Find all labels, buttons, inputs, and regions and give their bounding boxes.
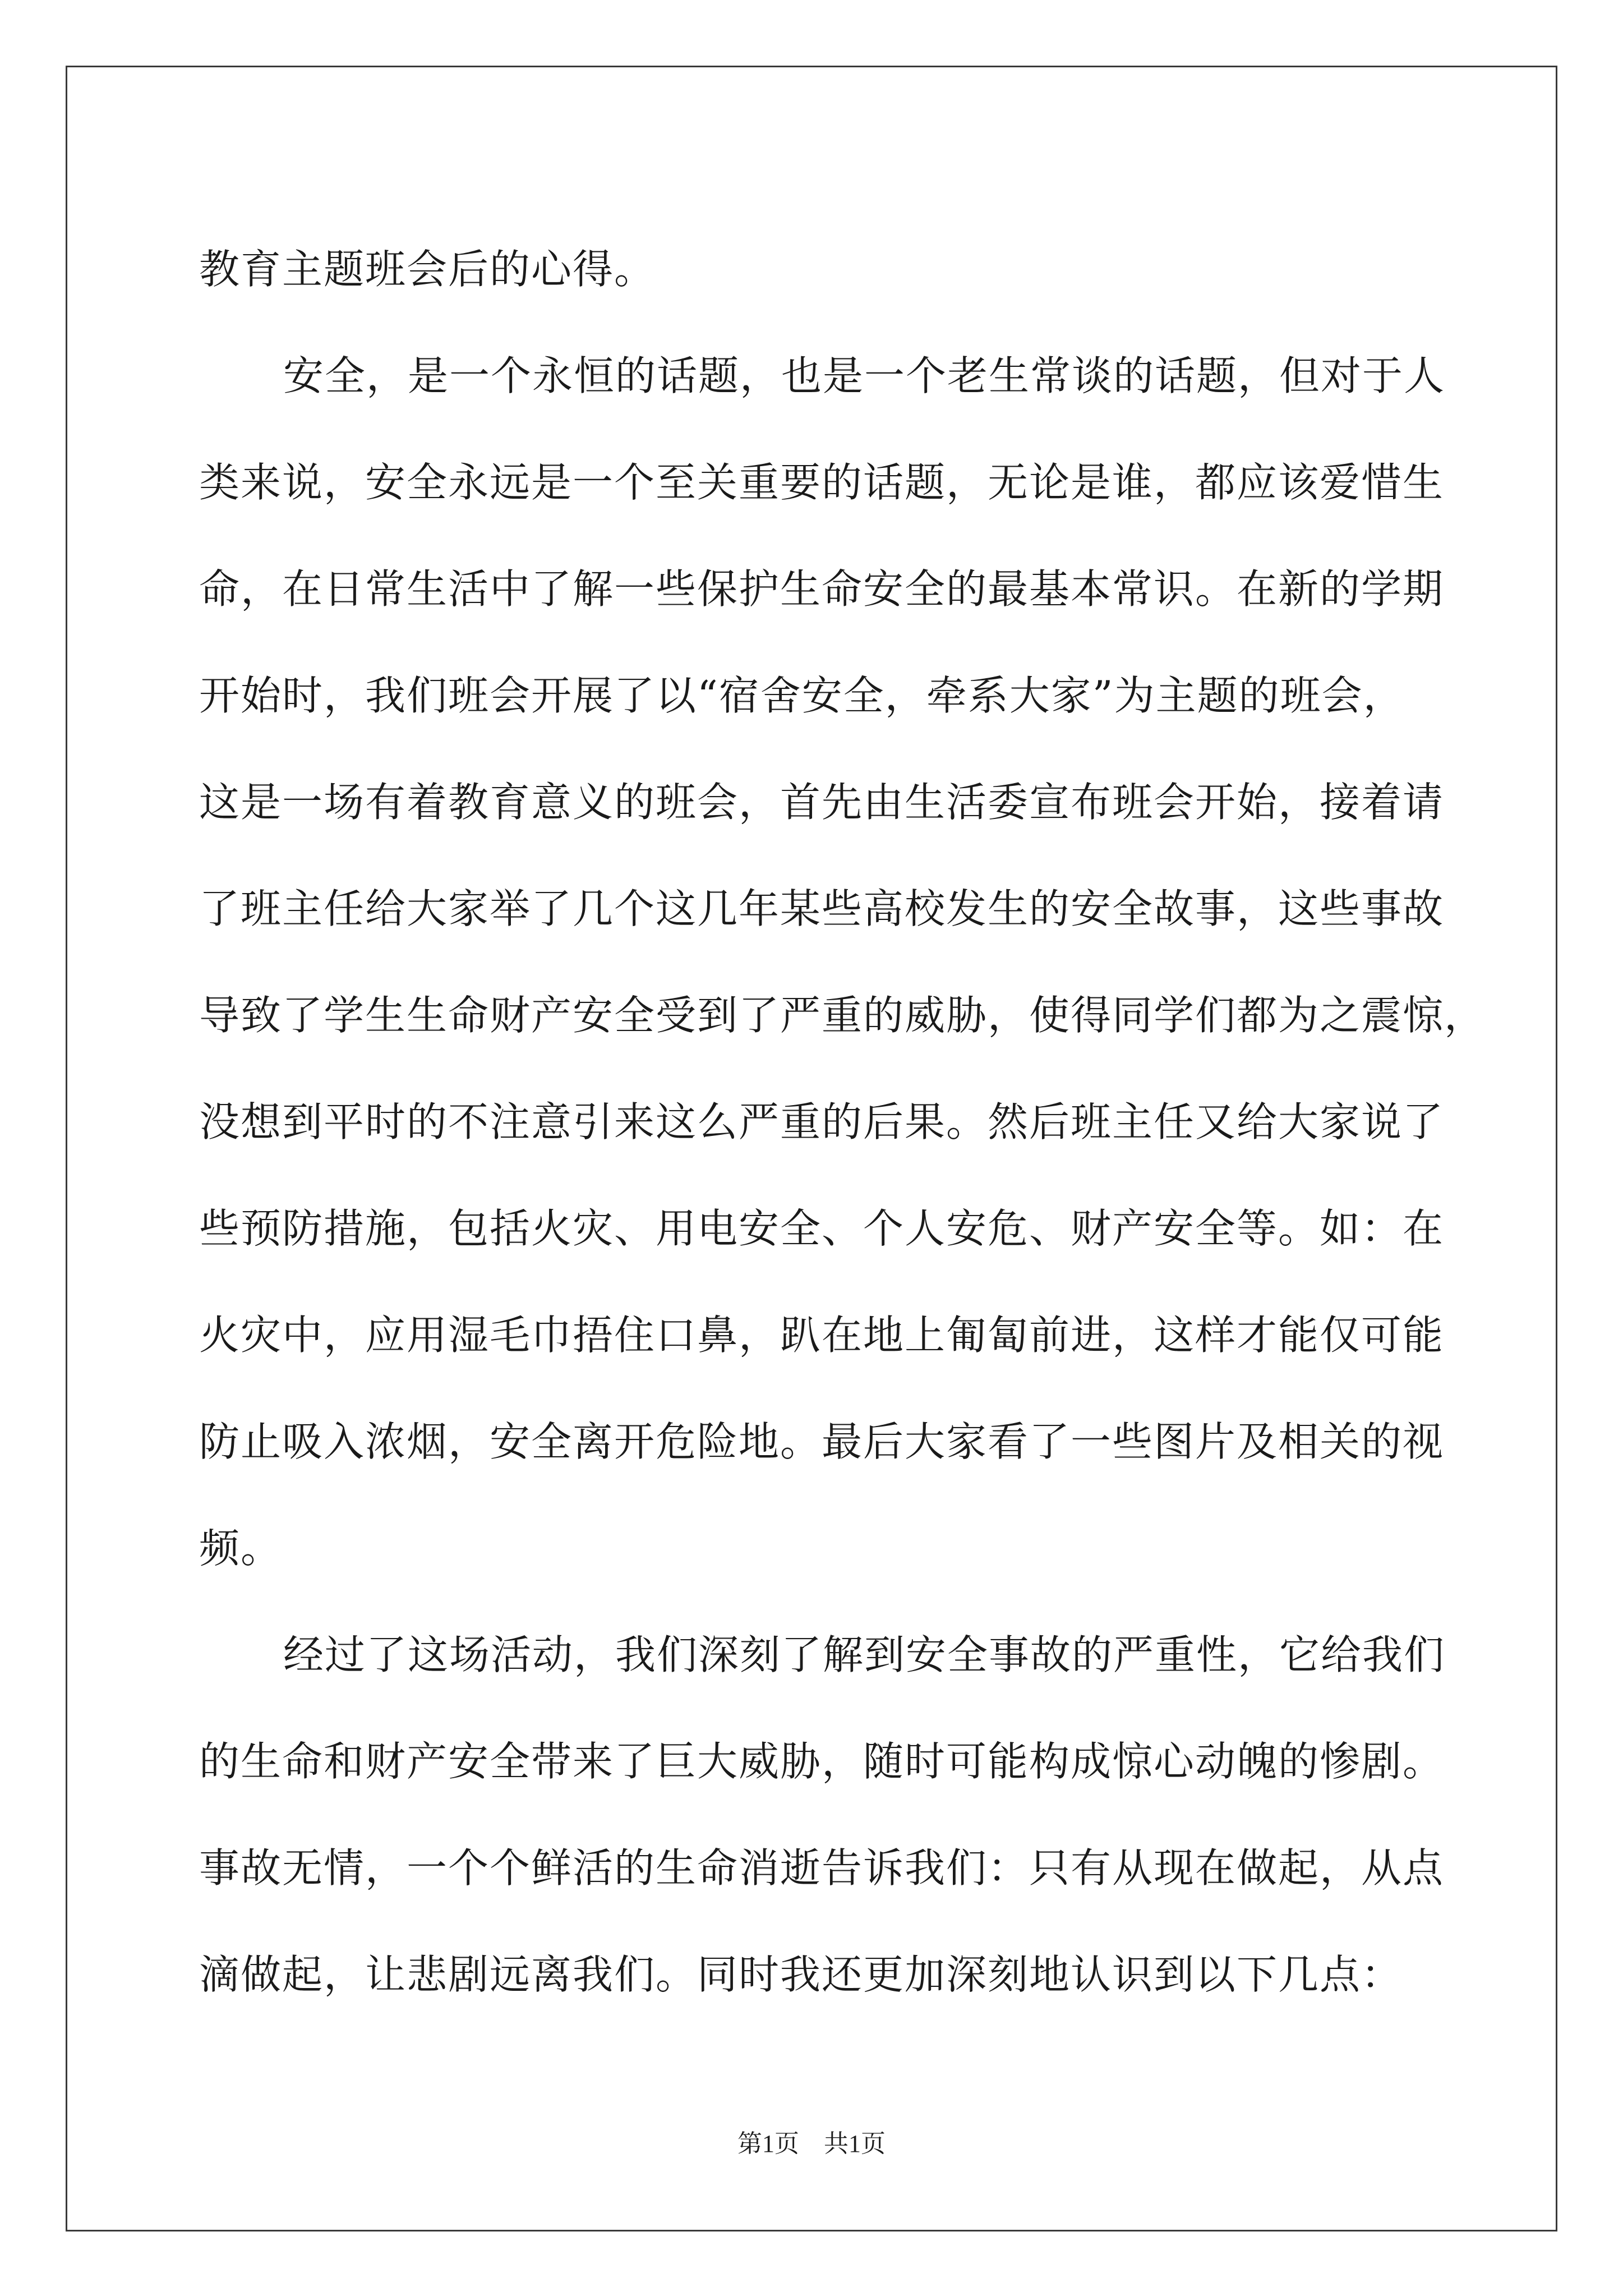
text-line: 安全，是一个永恒的话题，也是一个老生常谈的话题，但对于人 — [283, 352, 1446, 399]
text-line: 些预防措施，包括火灾、用电安全、个人安危、财产安全等。如：在 — [199, 1205, 1445, 1252]
text-line: 防止吸入浓烟，安全离开危险地。最后大家看了一些图片及相关的视 — [199, 1418, 1445, 1465]
text-line: 开始时，我们班会开展了以“宿舍安全，牵系大家”为主题的班会， — [199, 672, 1405, 719]
document-body — [199, 216, 1486, 2028]
text-line: 事故无情，一个个鲜活的生命消逝告诉我们：只有从现在做起，从点 — [199, 1844, 1445, 1892]
text-line: 导致了学生生命财产安全受到了严重的威胁，使得同学们都为之震惊， — [199, 992, 1486, 1039]
text-line: 滴做起，让悲剧远离我们。同时我还更加深刻地认识到以下几点： — [199, 1951, 1403, 1998]
text-line: 频。 — [199, 1525, 283, 1572]
text-line: 命，在日常生活中了解一些保护生命安全的最基本常识。在新的学期 — [199, 565, 1445, 613]
text-line: 火灾中，应用湿毛巾捂住口鼻，趴在地上匍匐前进，这样才能仅可能 — [199, 1312, 1445, 1359]
text-line: 教育主题班会后的心得。 — [199, 246, 656, 293]
text-line: 这是一场有着教育意义的班会，首先由生活委宣布班会开始，接着请 — [199, 779, 1445, 826]
text-line: 没想到平时的不注意引来这么严重的后果。然后班主任又给大家说了 — [199, 1098, 1445, 1145]
text-line: 经过了这场活动，我们深刻了解到安全事故的严重性，它给我们 — [283, 1631, 1446, 1678]
text-line: 的生命和财产安全带来了巨大威胁，随时可能构成惊心动魄的惨剧。 — [199, 1738, 1445, 1785]
page-number-footer: 第1页 共1页 — [737, 2130, 886, 2157]
text-line: 类来说，安全永远是一个至关重要的话题，无论是谁，都应该爱惜生 — [199, 459, 1445, 506]
text-line: 了班主任给大家举了几个这几年某些高校发生的安全故事，这些事故 — [199, 885, 1445, 932]
